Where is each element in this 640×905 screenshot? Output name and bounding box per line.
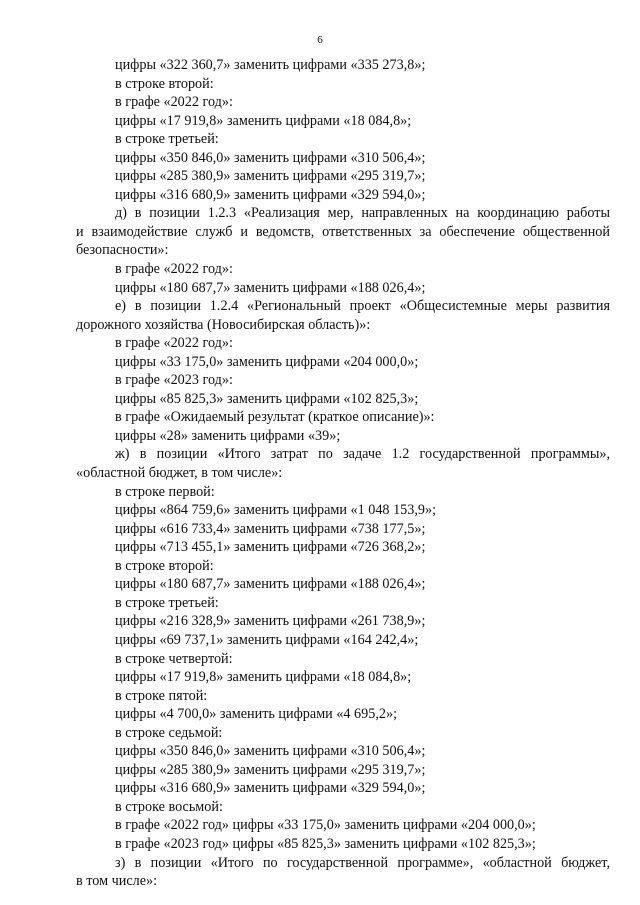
- text-line: в графе «2022 год» цифры «33 175,0» заменить цифрами «204 000,0»;: [115, 817, 536, 834]
- text-line: цифры «285 380,9» заменить цифрами «295 319,7»;: [115, 168, 426, 185]
- text-line: цифры «85 825,3» заменить цифрами «102 825,3»;: [115, 390, 419, 407]
- text-line: безопасности»:: [76, 242, 169, 259]
- text-line: цифры «17 919,8» заменить цифрами «18 084,8»;: [115, 112, 412, 129]
- text-line: з) в позиции «Итого по государственной программе», «областной бюджет,: [115, 854, 610, 871]
- text-line: в графе «Ожидаемый результат (краткое описание)»:: [115, 409, 435, 426]
- paragraph-d: [76, 204, 610, 260]
- text-line: в строке пятой:: [115, 687, 208, 704]
- text-line: в графе «2022 год»:: [115, 261, 233, 278]
- text-line: цифры «616 733,4» заменить цифрами «738 177,5»;: [115, 520, 426, 537]
- text-line: цифры «316 680,9» заменить цифрами «329 594,0»;: [115, 186, 426, 203]
- paragraph-e: [76, 297, 610, 334]
- text-line: в строке седьмой:: [115, 724, 223, 741]
- text-line: в строке второй:: [115, 75, 214, 92]
- text-line: цифры «350 846,0» заменить цифрами «310 506,4»;: [115, 149, 426, 166]
- text-line: и взаимодействие служб и ведомств, ответственных за обеспечение общественной: [76, 223, 610, 240]
- text-line: цифры «316 680,9» заменить цифрами «329 594,0»;: [115, 780, 426, 797]
- text-line: цифры «285 380,9» заменить цифрами «295 319,7»;: [115, 761, 426, 778]
- text-line: цифры «28» заменить цифрами «39»;: [115, 427, 341, 444]
- text-line: цифры «180 687,7» заменить цифрами «188 026,4»;: [115, 279, 426, 296]
- text-line: в строке третьей:: [115, 131, 219, 148]
- text-line: цифры «864 759,6» заменить цифрами «1 048 153,9»;: [115, 502, 437, 519]
- text-line: в строке четвертой:: [115, 650, 233, 667]
- text-line: в строке второй:: [115, 557, 214, 574]
- text-line: в графе «2022 год»:: [115, 94, 233, 111]
- paragraph-z: [76, 854, 610, 891]
- text-line: цифры «17 919,8» заменить цифрами «18 084,8»;: [115, 669, 412, 686]
- text-line: в строке первой:: [115, 483, 215, 500]
- text-line: цифры «69 737,1» заменить цифрами «164 242,4»;: [115, 631, 419, 648]
- text-line: цифры «33 175,0» заменить цифрами «204 000,0»;: [115, 353, 419, 370]
- paragraph-zh: [76, 445, 610, 482]
- text-line: ж) в позиции «Итого затрат по задаче 1.2 государственной программы»,: [115, 446, 610, 463]
- text-line: дорожного хозяйства (Новосибирская область)»:: [76, 316, 371, 333]
- text-line: в графе «2022 год»:: [115, 335, 233, 352]
- text-line: е) в позиции 1.2.4 «Региональный проект «Общесистемные меры развития: [115, 298, 610, 315]
- text-line: в том числе»:: [76, 873, 158, 890]
- text-line: в строке восьмой:: [115, 798, 223, 815]
- text-line: цифры «4 700,0» заменить цифрами «4 695,2»;: [115, 706, 398, 723]
- text-line: в строке третьей:: [115, 594, 219, 611]
- text-line: цифры «350 846,0» заменить цифрами «310 506,4»;: [115, 743, 426, 760]
- text-line: в графе «2023 год»:: [115, 372, 233, 389]
- page-number: 6: [317, 34, 323, 46]
- document-body: [76, 56, 610, 891]
- text-line: цифры «180 687,7» заменить цифрами «188 026,4»;: [115, 576, 426, 593]
- text-line: в графе «2023 год» цифры «85 825,3» заменить цифрами «102 825,3»;: [115, 835, 536, 852]
- text-line: цифры «713 455,1» заменить цифрами «726 368,2»;: [115, 539, 426, 556]
- text-line: «областной бюджет, в том числе»:: [76, 465, 283, 482]
- text-line: д) в позиции 1.2.3 «Реализация мер, направленных на координацию работы: [115, 205, 610, 222]
- text-line: цифры «322 360,7» заменить цифрами «335 273,8»;: [115, 57, 426, 73]
- text-line: цифры «216 328,9» заменить цифрами «261 738,9»;: [115, 613, 426, 630]
